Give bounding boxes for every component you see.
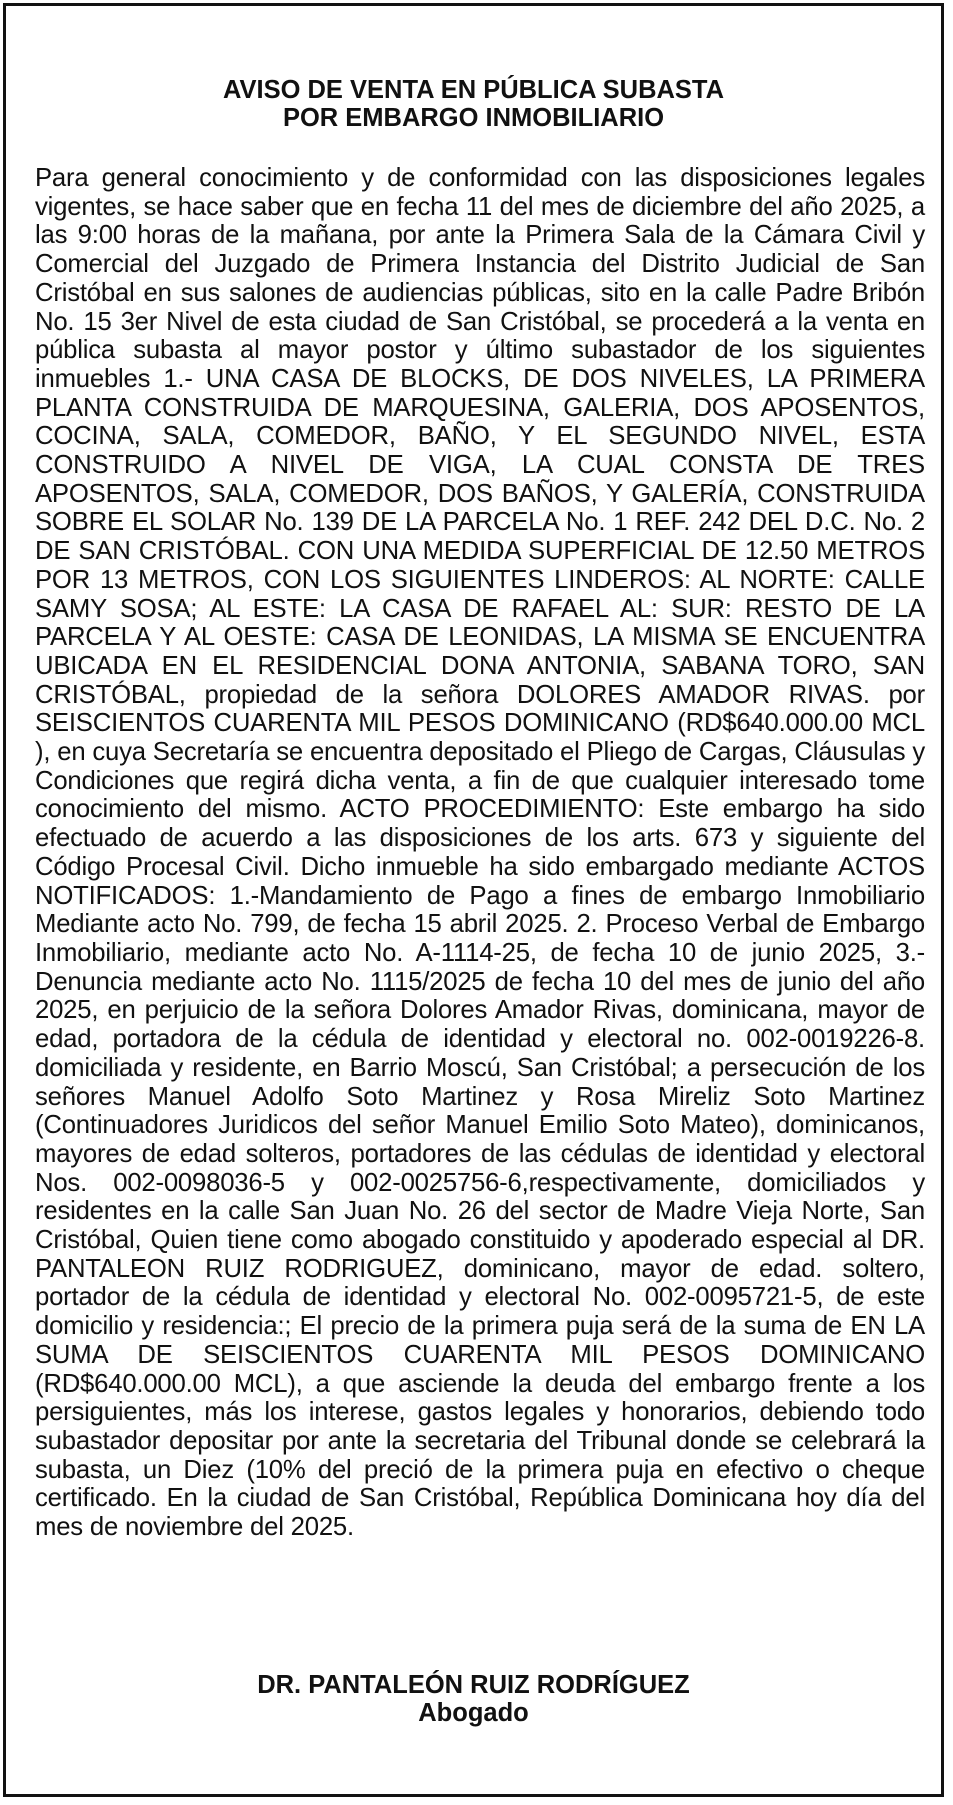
notice-title (6, 76, 941, 132)
title-line-1: AVISO DE VENTA EN PÚBLICA SUBASTA (222, 76, 725, 104)
title-line-2: POR EMBARGO INMOBILIARIO (282, 104, 665, 132)
signature-role: Abogado (418, 1699, 529, 1727)
signature-name: DR. PANTALEÓN RUIZ RODRÍGUEZ (257, 1671, 690, 1699)
signature-block (6, 1671, 941, 1727)
notice-frame (3, 3, 944, 1797)
notice-body: Para general conocimiento y de conformidad con las disposiciones legales vigentes, se hace saber que en fecha 11 del mes de diciembre del año 2025, a las 9:00 horas de la mañana, por ante la Primera Sala de la Cámara Civil y Comercial del Juzgado de Primera Instancia del Distrito Judicial de San Cristóbal en sus salones de audiencias públicas, sito en la calle Padre Bribón No. 15 3er Nivel de esta ciudad de San Cristóbal, se procederá a la venta en pública subasta al mayor postor y último subastador de los siguientes inmuebles 1.- UNA CASA DE BLOCKS, DE DOS NIVELES, LA PRIMERA PLANTA CONSTRUIDA DE MARQUESINA, GALERIA, DOS APOSENTOS, COCINA, SALA, COMEDOR, BAÑO, Y EL SEGUNDO NIVEL, ESTA CONSTRUIDO A NIVEL DE VIGA, LA CUAL CONSTA DE TRES APOSENTOS, SALA, COMEDOR, DOS BAÑOS, Y GALERÍA, CONSTRUIDA SOBRE EL SOLAR No. 139 DE LA PARCELA No. 1 REF. 242 DEL D.C. No. 2 DE SAN CRISTÓBAL. CON UNA MEDIDA SUPERFICIAL DE 12.50 METROS POR 13 METROS, CON LOS SIGUIENTES LINDEROS: AL NORTE: CALLE SAMY SOSA; AL ESTE: LA CASA DE RAFAEL AL: SUR: RESTO DE LA PARCELA Y AL OESTE: CASA DE LEONIDAS, LA MISMA SE ENCUENTRA UBICADA EN EL RESIDENCIAL DONA ANTONIA, SABANA TORO, SAN CRISTÓBAL, propiedad de la señora DOLORES AMADOR RIVAS. por SEISCIENTOS CUARENTA MIL PESOS DOMINICANO (RD$640.000.00 MCL ), en cuya Secretaría se encuentra depositado el Pliego de Cargas, Cláusulas y Condiciones que regirá dicha venta, a fin de que cualquier interesado tome conocimiento del mismo. ACTO PROCEDIMIENTO: Este embargo ha sido efectuado de acuerdo a las disposiciones de los arts. 673 y siguiente del Código Procesal Civil. Dicho inmueble ha sido embargado mediante ACTOS NOTIFICADOS: 1.-Mandamiento de Pago a fines de embargo Inmobiliario Mediante acto No. 799, de fecha 15 abril 2025. 2. Proceso Verbal de Embargo Inmobiliario, mediante acto No. A-1114-25, de fecha 10 de junio 2025, 3.- Denuncia mediante acto No. 1115/2025 de fecha 10 del mes de junio del año 2025, en perjuicio de la señora Dolores Amador Rivas, dominicana, mayor de edad, portadora de la cédula de identidad y electoral no. 002-0019226-8. domiciliada y residente, en Barrio Moscú, San Cristóbal; a persecución de los señores Manuel Adolfo Soto Martinez y Rosa Mireliz Soto Martinez (Continuadores Juridicos del señor Manuel Emilio Soto Mateo), dominicanos, mayores de edad solteros, portadores de las cédulas de identidad y electoral Nos. 002-0098036-5 y 002-0025756-6,respectivamente, domiciliados y residentes en la calle San Juan No. 26 del sector de Madre Vieja Norte, San Cristóbal, Quien tiene como abogado constituido y apoderado especial al DR. PANTALEON RUIZ RODRIGUEZ, dominicano, mayor de edad. soltero, portador de la cédula de identidad y electoral No. 002-0095721-5, de este domicilio y residencia:; El precio de la primera puja será de la suma de EN LA SUMA DE SEISCIENTOS CUARENTA MIL PESOS DOMINICANO (RD$640.000.00 MCL), a que asciende la deuda del embargo frente a los persiguientes, más los interese, gastos legales y honorarios, debiendo todo subastador depositar por ante la secretaria del Tribunal donde se celebrará la subasta, un Diez (10% del preció de la primera puja en efectivo o cheque certificado. En la ciudad de San Cristóbal, República Dominicana hoy día del mes de noviembre del 2025. (35, 164, 925, 1542)
